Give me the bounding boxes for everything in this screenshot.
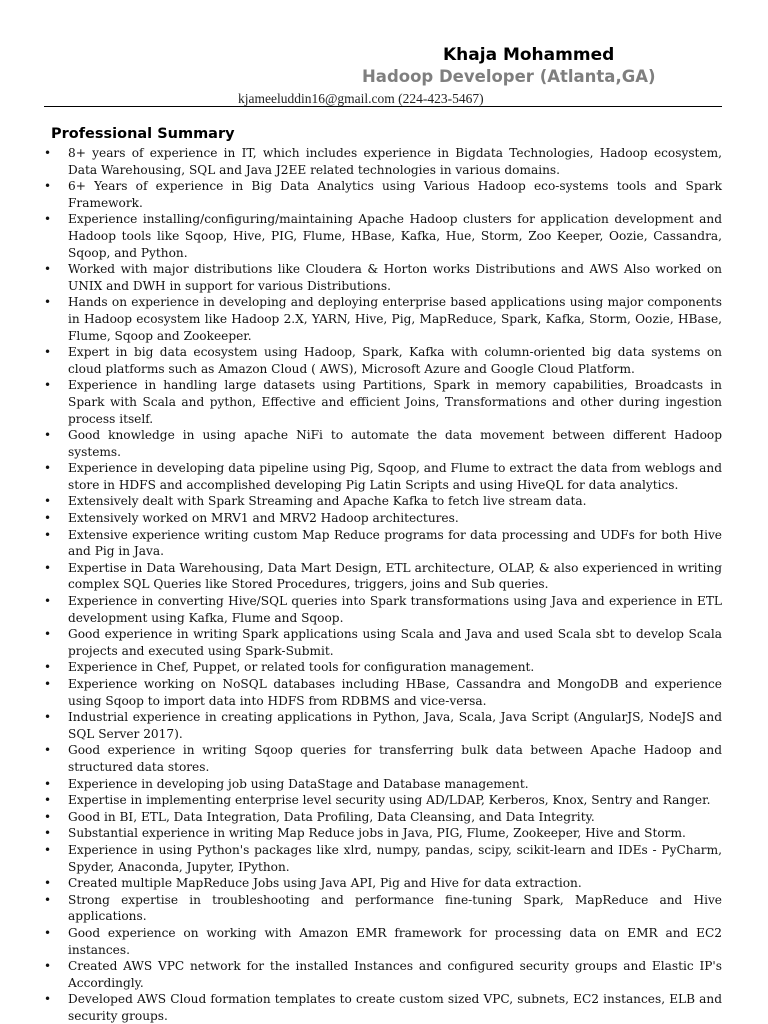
bullet-icon: • [44,461,52,476]
summary-item [44,493,722,510]
summary-item-text: Good experience in writing Sqoop queries for transferring bulk data between Apache Hadoop and structured data stores. [68,743,722,774]
summary-item [44,991,722,1024]
bullet-icon: • [44,677,52,691]
bullet-icon: • [44,295,52,310]
summary-item-text: Strong expertise in troubleshooting and performance fine-tuning Spark, MapReduce and Hive applications. [68,892,722,924]
candidate-name: Khaja Mohammed [443,45,615,65]
bullet-icon: • [44,179,52,194]
bullet-icon: • [44,560,52,575]
summary-item-text: Experience in handling large datasets using Partitions, Spark in memory capabilities, Broadcasts in Spark with Scala and python, Effective and efficient Joins, Transformations and other during ingestion process itself. [68,378,722,426]
bullet-icon: • [44,428,52,443]
bullet-icon: • [44,511,52,526]
summary-item [44,427,722,460]
summary-item-text: Extensively worked on MRV1 and MRV2 Hadoop architectures. [68,511,459,526]
summary-item [44,958,722,991]
summary-item-text: Experience working on NoSQL databases including HBase, Cassandra and MongoDB and experience using Sqoop to import data into HDFS from RDBMS and vice-versa. [68,677,722,708]
bullet-icon: • [44,842,52,857]
summary-item [44,560,722,593]
summary-item-text: 8+ years of experience in IT, which includes experience in Bigdata Technologies, Hadoop ecosystem, Data Warehousing, SQL and Java J2EE related technologies in various domains. [68,146,722,177]
summary-item-text: Created multiple MapReduce Jobs using Java API, Pig and Hive for data extraction. [68,876,582,891]
summary-item [44,510,722,527]
summary-item-text: Good knowledge in using apache NiFi to automate the data movement between different Hadoop systems. [68,428,722,459]
summary-item [44,742,722,775]
summary-item [44,626,722,659]
summary-item [44,925,722,958]
summary-item [44,527,722,560]
summary-item [44,892,722,925]
summary-item [44,178,722,211]
summary-item-text: Extensive experience writing custom Map Reduce programs for data processing and UDFs for both Hive and Pig in Java. [68,527,722,559]
summary-item-text: Experience in using Python's packages like xlrd, numpy, pandas, scipy, scikit-learn and IDEs - PyCharm, Spyder, Anaconda, Jupyter, IPython. [68,842,722,874]
summary-item [44,344,722,377]
summary-item [44,709,722,742]
section-title-professional-summary: Professional Summary [51,126,235,142]
bullet-icon: • [44,494,52,509]
candidate-role: Hadoop Developer (Atlanta,GA) [362,67,656,86]
bullet-icon: • [44,959,52,974]
summary-item-text: Experience in developing data pipeline using Pig, Sqoop, and Flume to extract the data from weblogs and store in HDFS and accomplished developing Pig Latin Scripts and using HiveQL for data analytics. [68,461,722,492]
summary-item [44,809,722,826]
bullet-icon: • [44,743,52,758]
summary-item-text: Expertise in implementing enterprise level security using AD/LDAP, Kerberos, Knox, Sentry and Ranger. [68,793,711,808]
summary-item-text: Expertise in Data Warehousing, Data Mart Design, ETL architecture, OLAP, & also experienced in writing complex SQL Queries like Stored Procedures, triggers, joins and Sub queries. [68,560,722,592]
bullet-icon: • [44,345,52,360]
summary-item [44,842,722,875]
bullet-icon: • [44,710,52,725]
summary-item-text: Developed AWS Cloud formation templates to create custom sized VPC, subnets, EC2 instances, ELB and security groups. [68,992,722,1023]
summary-item-text: Hands on experience in developing and deploying enterprise based applications using major components in Hadoop ecosystem like Hadoop 2.X, YARN, Hive, Pig, MapReduce, Spark, Kafka, Storm, Oozie, HBase, Flume, Sqoop and Zookeeper. [68,295,722,343]
summary-item-text: Good experience in writing Spark applications using Scala and Java and used Scala sbt to develop Scala projects and executed using Spark-Submit. [68,627,722,658]
bullet-icon: • [44,809,52,824]
bullet-icon: • [44,876,52,891]
summary-item-text: Experience in Chef, Puppet, or related tools for configuration management. [68,660,535,675]
summary-item-text: 6+ Years of experience in Big Data Analytics using Various Hadoop eco-systems tools and Spark Framework. [68,179,722,210]
summary-item-text: Extensively dealt with Spark Streaming and Apache Kafka to fetch live stream data. [68,494,587,509]
summary-item-text: Experience installing/configuring/maintaining Apache Hadoop clusters for application development and Hadoop tools like Sqoop, Hive, PIG, Flume, HBase, Kafka, Hue, Storm, Zoo Keeper, Oozie, Cassandra, Sqoop, and Python. [68,212,722,260]
bullet-icon: • [44,925,52,940]
summary-item [44,776,722,793]
bullet-icon: • [44,594,52,609]
bullet-icon: • [44,378,52,393]
contact-info: kjameeluddin16@gmail.com (224-423-5467) [238,91,484,106]
professional-summary-list [44,145,722,1024]
summary-item-text: Industrial experience in creating applications in Python, Java, Scala, Java Script (AngularJS, NodeJS and SQL Server 2017). [68,710,722,741]
summary-item [44,145,722,178]
summary-item [44,460,722,493]
summary-item-text: Good experience on working with Amazon EMR framework for processing data on EMR and EC2 instances. [68,925,722,957]
bullet-icon: • [44,212,52,227]
summary-item [44,593,722,626]
bullet-icon: • [44,146,52,160]
summary-item [44,377,722,427]
summary-item [44,211,722,261]
bullet-icon: • [44,660,52,675]
bullet-icon: • [44,776,52,791]
bullet-icon: • [44,892,52,907]
summary-item [44,294,722,344]
bullet-icon: • [44,262,52,277]
summary-item [44,676,722,709]
header-divider [44,106,722,107]
bullet-icon: • [44,527,52,542]
summary-item-text: Worked with major distributions like Cloudera & Horton works Distributions and AWS Also worked on UNIX and DWH in support for various Distributions. [68,262,722,293]
bullet-icon: • [44,826,52,841]
summary-item [44,792,722,809]
summary-item-text: Experience in converting Hive/SQL queries into Spark transformations using Java and experience in ETL development using Kafka, Flume and Sqoop. [68,594,722,625]
summary-item [44,875,722,892]
summary-item [44,261,722,294]
summary-item-text: Created AWS VPC network for the installed Instances and configured security groups and Elastic IP's Accordingly. [68,959,722,990]
summary-item-text: Good in BI, ETL, Data Integration, Data Profiling, Data Cleansing, and Data Integrity. [68,809,595,824]
bullet-icon: • [44,793,52,808]
bullet-icon: • [44,992,52,1007]
summary-item [44,659,722,676]
summary-item-text: Substantial experience in writing Map Reduce jobs in Java, PIG, Flume, Zookeeper, Hive and Storm. [68,826,686,841]
summary-item [44,825,722,842]
bullet-icon: • [44,627,52,642]
summary-item-text: Expert in big data ecosystem using Hadoop, Spark, Kafka with column-oriented big data systems on cloud platforms such as Amazon Cloud ( AWS), Microsoft Azure and Google Cloud Platform. [68,345,722,376]
summary-item-text: Experience in developing job using DataStage and Database management. [68,776,529,791]
